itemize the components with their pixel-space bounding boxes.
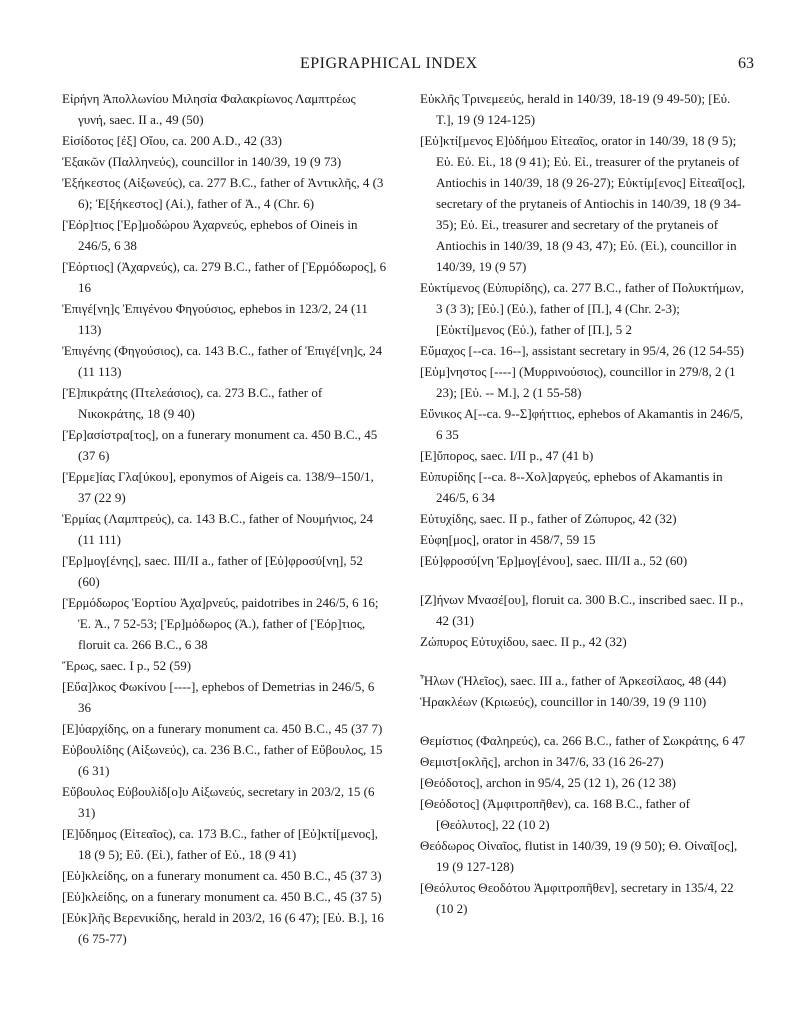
index-entry: Ἔρως, saec. I p., 52 (59) xyxy=(62,658,192,673)
index-entry: [Εὐ]κλείδης, on a funerary monument ca. 450 B.C., 45 (37 5) xyxy=(62,889,382,904)
index-entry: [Εὔα]λκος Φωκίνου [----], ephebos of Demetrias in 246/5, 6 36 xyxy=(62,679,375,715)
index-entry: [Ἑρ]μογ[ένης], saec. III/II a., father of [Εὐ]φροσύ[νη], 52 (60) xyxy=(62,553,363,589)
index-entry: [Ἑρμόδωρος Ἑορτίου Ἀχα]ρνεύς, paidotribes in 246/5, 6 16; Ἑ. Ἀ., 7 52-53; [Ἑρ]μόδωρος (Ἀ.), father of [Ἑόρ]τιος, floruit ca. 266 B.C., 6 38 xyxy=(62,595,379,652)
index-entry: [Ἑόρ]τιος [Ἑρ]μοδώρου Ἀχαρνεύς, ephebos of Oineis in 246/5, 6 38 xyxy=(62,217,358,253)
index-entry: Εἰρήνη Ἀπολλωνίου Μιλησία Φαλακρίωνος Λαμπτρέως γυνή, saec. II a., 49 (50) xyxy=(62,91,356,127)
index-entry: Εὔνικος Α[--ca. 9--Σ]φήττιος, ephebos of Akamantis in 246/5, 6 35 xyxy=(420,406,744,442)
index-entry: [Εὐ]φροσύ[νη Ἑρ]μογ[ένου], saec. III/II a., 52 (60) xyxy=(420,553,688,568)
right-column xyxy=(420,88,750,919)
index-entry: [Εὐμ]νηστος [----] (Μυρρινούσιος), councillor in 279/8, 2 (1 23); [Εὐ. -- Μ.], 2 (1 55-58) xyxy=(420,364,736,400)
index-entry: Εὐπυρίδης [--ca. 8--Χολ]αργεύς, ephebos of Akamantis in 246/5, 6 34 xyxy=(420,469,723,505)
index-entry: [Εὐ]κλείδης, on a funerary monument ca. 450 B.C., 45 (37 3) xyxy=(62,868,382,883)
index-entry: Εὐβουλίδης (Αἰξωνεύς), ca. 236 B.C., father of Εὔβουλος, 15 (6 31) xyxy=(62,742,383,778)
index-entry: [Εὐ]κτί[μενος Ε]ὐδήμου Εἰτεαῖος, orator in 140/39, 18 (9 5); Εὐ. Εὐ. Εἰ., 18 (9 41); Εὐ. Εἰ., treasurer of the prytaneis of Antiochis in 140/39, 18 (9 26-27); Εὐκτίμ[ενος] Εἰτεαῖ[ος], secretary of the prytaneis of Antiochis in 140/39, 18 (9 34-35); Εὐ. Εἰ., treasurer and secretary of the prytaneis of Antiochis in 140/39, 18 (9 43, 47); Εὐ. (Εἰ.), councillor in 140/39, 19 (9 57) xyxy=(420,133,746,274)
index-entry: Ἐξήκεστος (Αἰξωνεύς), ca. 277 B.C., father of Ἀντικλῆς, 4 (3 6); Ἐ[ξήκεστος] (Αἰ.), father of Ἀ., 4 (Chr. 6) xyxy=(62,175,384,211)
index-entry: Ἡρακλέων (Κριωεύς), councillor in 140/39, 19 (9 110) xyxy=(420,694,707,709)
index-entry: [Ζ]ήνων Μνασέ[ου], floruit ca. 300 B.C., inscribed saec. II p., 42 (31) xyxy=(420,592,744,628)
index-entry: [Ἐρ]ασίστρα[τος], on a funerary monument ca. 450 B.C., 45 (37 6) xyxy=(62,427,378,463)
index-entry: Θεμιστ[οκλῆς], archon in 347/6, 33 (16 26-27) xyxy=(420,754,664,769)
page-header xyxy=(0,55,790,77)
index-entry: Εὐτυχίδης, saec. II p., father of Ζώπυρος, 42 (32) xyxy=(420,511,677,526)
index-entry: Εὐκτίμενος (Εὐπυρίδης), ca. 277 B.C., father of Πολυκτήμων, 3 (3 3); [Εὐ.] (Εὐ.), father of [Π.], 4 (Chr. 2-3); [Εὐκτί]μενος (Εὐ.), father of [Π.], 5 2 xyxy=(420,280,744,337)
index-entry: [Ε]ὔδημος (Εἰτεαῖος), ca. 173 B.C., father of [Εὐ]κτί[μενος], 18 (9 5); Εὔ. (Εἰ.), father of Εὐ., 18 (9 41) xyxy=(62,826,379,862)
section-gap xyxy=(420,712,750,730)
index-entry: Ἐπιγέ[νη]ς Ἐπιγένου Φηγούσιος, ephebos in 123/2, 24 (11 113) xyxy=(62,301,368,337)
page-title: EPIGRAPHICAL INDEX xyxy=(300,55,478,72)
index-entry: [Ε]ὔπορος, saec. I/II p., 47 (41 b) xyxy=(420,448,594,463)
index-entry: Ἐπιγένης (Φηγούσιος), ca. 143 B.C., father of Ἐπιγέ[νη]ς, 24 (11 113) xyxy=(62,343,383,379)
section-gap xyxy=(420,571,750,589)
index-entry: Ἐξακῶν (Παλληνεύς), councillor in 140/39, 19 (9 73) xyxy=(62,154,342,169)
index-entry: Εὔμαχος [--ca. 16--], assistant secretary in 95/4, 26 (12 54-55) xyxy=(420,343,744,358)
page-number: 63 xyxy=(738,55,754,72)
index-entry: Εὐφη[μος], orator in 458/7, 59 15 xyxy=(420,532,596,547)
index-entry: Θεόδωρος Οἰναῖος, flutist in 140/39, 19 (9 50); Θ. Οἰναῖ[ος], 19 (9 127-128) xyxy=(420,838,738,874)
index-entry: Ζώπυρος Εὐτυχίδου, saec. II p., 42 (32) xyxy=(420,634,627,649)
index-entry: Ἑρμίας (Λαμπτρεύς), ca. 143 B.C., father of Νουμήνιος, 24 (11 111) xyxy=(62,511,373,547)
index-entry: [Ἐ]πικράτης (Πτελεάσιος), ca. 273 B.C., father of Νικοκράτης, 18 (9 40) xyxy=(62,385,323,421)
index-entry: Εὐκλῆς Τρινεμεεύς, herald in 140/39, 18-19 (9 49-50); [Εὐ. Τ.], 19 (9 124-125) xyxy=(420,91,731,127)
left-column xyxy=(62,88,387,949)
index-entry: [Θεόδοτος] (Ἀμφιτροπῆθεν), ca. 168 B.C., father of [Θεόλυτος], 22 (10 2) xyxy=(420,796,690,832)
index-entry: [Ε]ὐαρχίδης, on a funerary monument ca. 450 B.C., 45 (37 7) xyxy=(62,721,383,736)
index-entry: Ἦλων (Ἠλεῖος), saec. III a., father of Ἀρκεσίλαος, 48 (44) xyxy=(420,673,727,688)
index-entry: [Θεόλυτος Θεοδότου Ἀμφιτροπῆθεν], secretary in 135/4, 22 (10 2) xyxy=(420,880,734,916)
index-entry: [Εὐκ]λῆς Βερενικίδης, herald in 203/2, 16 (6 47); [Εὐ. Β.], 16 (6 75-77) xyxy=(62,910,384,946)
index-entry: Εὔβουλος Εὐβουλίδ[ο]υ Αἰξωνεύς, secretary in 203/2, 15 (6 31) xyxy=(62,784,375,820)
index-entry: [Θεόδοτος], archon in 95/4, 25 (12 1), 26 (12 38) xyxy=(420,775,676,790)
section-gap xyxy=(420,652,750,670)
index-entry: [Ἑρμε]ίας Γλα[ύκου], eponymos of Aigeis ca. 138/9–150/1, 37 (22 9) xyxy=(62,469,374,505)
index-entry: [Ἑόρτιος] (Ἀχαρνεύς), ca. 279 B.C., father of [Ἑρμόδωρος], 6 16 xyxy=(62,259,387,295)
index-entry: Θεμίστιος (Φαληρεύς), ca. 266 B.C., father of Σωκράτης, 6 47 xyxy=(420,733,746,748)
index-entry: Εἰσίδοτος [ἐξ] Οἴου, ca. 200 A.D., 42 (33) xyxy=(62,133,282,148)
